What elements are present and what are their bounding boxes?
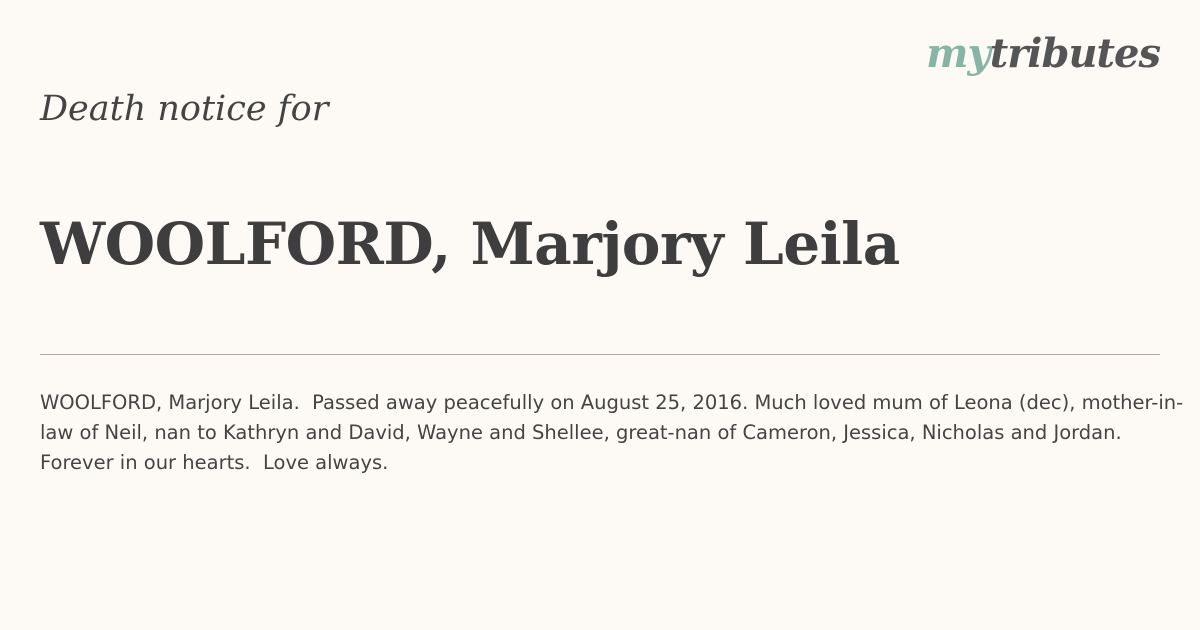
logo-tributes: tributes — [989, 30, 1160, 77]
divider — [40, 354, 1160, 355]
notice-eyebrow: Death notice for — [40, 89, 329, 129]
notice-body: WOOLFORD, Marjory Leila. Passed away peacefully on August 25, 2016. Much loved mum of Leona (dec), mother-in-law of Neil, nan to Kathryn and David, Wayne and Shellee, great-nan of Cameron, Jessica, Nicholas and Jordan. Forever in our hearts. Love always. — [40, 391, 1184, 474]
deceased-name: WOOLFORD, Marjory Leila — [40, 210, 900, 278]
mytributes-logo — [926, 30, 1160, 77]
logo-my: my — [926, 30, 990, 77]
